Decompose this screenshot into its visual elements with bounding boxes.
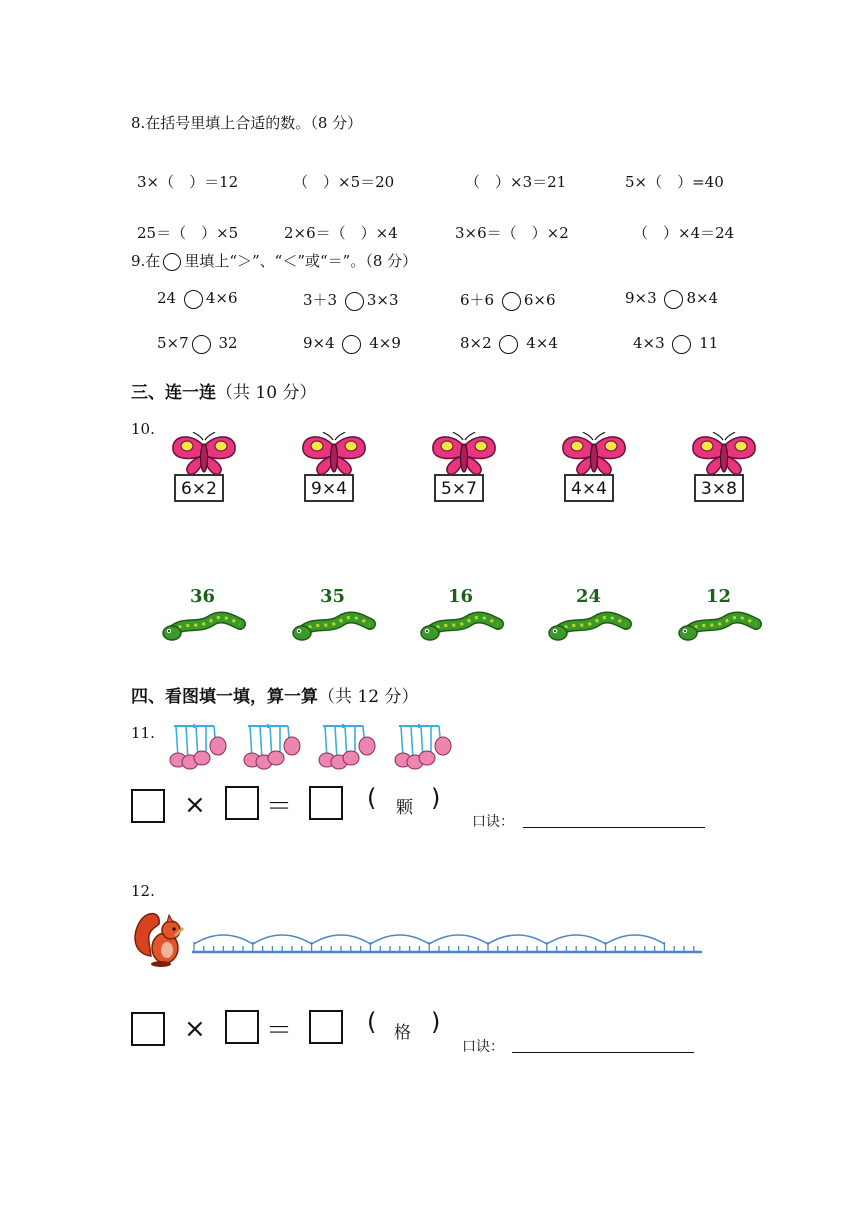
butterfly-card-4[interactable] [558,432,630,499]
caterpillar-icon [162,608,246,644]
cherry-bunch-icon [389,722,455,770]
q8-title: 8.在括号里填上合适的数。（8 分） [131,114,363,132]
multiplication-card: 6×2 [174,474,224,502]
q9-compare-1: 24 4×6 [157,289,238,307]
caterpillar-icon [292,608,376,644]
q9-compare-3: 6＋6 6×6 [460,291,556,309]
right-paren: ) [431,1008,441,1036]
cherry-bunch-icon [238,722,304,770]
q9-title-pre: 9.在 [131,252,161,270]
multiplication-card: 9×4 [304,474,354,502]
q8-item-6: 2×6＝（ ）×4 [284,224,398,242]
butterfly-card-1[interactable] [168,432,240,499]
compare-circle[interactable] [672,335,691,354]
butterfly-card-5[interactable] [688,432,760,499]
butterfly-card-3[interactable] [428,432,500,499]
compare-circle[interactable] [192,335,211,354]
caterpillar-number: 35 [320,586,346,607]
q12-number: 12. [131,882,155,900]
q9-title-post: 里填上“＞”、“＜”或“＝”。（8 分） [184,252,418,270]
koujue-answer-line[interactable] [523,827,705,828]
butterfly-icon [299,432,369,478]
q9-compare-5: 5×7 32 [157,334,238,352]
ruler-icon [190,928,704,958]
q9-title [131,250,417,271]
caterpillar-number: 16 [448,586,474,607]
caterpillar-number: 36 [190,586,216,607]
multiplication-card: 5×7 [434,474,484,502]
q9-compare-2: 3＋3 3×3 [303,291,399,309]
section-4-heading: 四、看图填一填，算一算（共 12 分） [131,687,419,707]
caterpillar-3[interactable] [420,586,510,646]
koujue-label: 口诀： [462,1039,504,1055]
caterpillar-number: 12 [706,586,732,607]
section-3-heading: 三、连一连（共 10 分） [131,383,317,403]
q8-item-3: （ ）×3＝21 [465,173,567,191]
answer-box-6[interactable] [309,1010,343,1044]
left-paren: ( [367,1008,377,1036]
q9-compare-6: 9×4 4×9 [303,334,401,352]
compare-circle[interactable] [499,335,518,354]
caterpillar-icon [420,608,504,644]
compare-circle[interactable] [184,290,203,309]
times-sign: × [184,790,206,820]
q11-number: 11. [131,724,155,742]
butterfly-icon [689,432,759,478]
answer-box-5[interactable] [225,1010,259,1044]
q8-item-8: （ ）×4＝24 [633,224,735,242]
answer-box-1[interactable] [131,789,165,823]
unit-label: 格 [394,1023,411,1043]
koujue-answer-line[interactable] [512,1052,694,1053]
butterfly-icon [169,432,239,478]
multiplication-card: 3×8 [694,474,744,502]
q8-item-5: 25＝（ ）×5 [137,224,239,242]
q8-item-1: 3×（ ）＝12 [137,173,239,191]
unit-label: 颗 [396,798,413,818]
compare-circle[interactable] [345,292,364,311]
caterpillar-2[interactable] [292,586,382,646]
answer-box-3[interactable] [309,786,343,820]
compare-circle[interactable] [664,290,683,309]
caterpillar-5[interactable] [678,586,768,646]
caterpillar-1[interactable] [162,586,252,646]
compare-circle[interactable] [502,292,521,311]
q9-compare-4: 9×3 8×4 [625,289,719,307]
butterfly-card-2[interactable] [298,432,370,499]
caterpillar-number: 24 [576,586,602,607]
q8-item-4: 5×（ ）=40 [625,173,724,191]
multiplication-card: 4×4 [564,474,614,502]
times-sign: × [184,1014,206,1044]
q10-number: 10. [131,420,155,438]
butterfly-icon [559,432,629,478]
cherry-bunch-icon [164,722,230,770]
caterpillar-4[interactable] [548,586,638,646]
answer-box-4[interactable] [131,1012,165,1046]
right-paren: ) [431,784,441,812]
equals-sign: ＝ [266,1016,293,1046]
butterfly-icon [429,432,499,478]
q9-compare-7: 8×2 4×4 [460,334,558,352]
caterpillar-icon [548,608,632,644]
left-paren: ( [367,784,377,812]
compare-circle[interactable] [342,335,361,354]
caterpillar-icon [678,608,762,644]
squirrel-icon [131,906,187,968]
equals-sign: ＝ [266,792,293,822]
koujue-label: 口诀： [472,814,514,830]
q8-item-7: 3×6＝（ ）×2 [455,224,569,242]
q8-item-2: （ ）×5＝20 [293,173,395,191]
answer-box-2[interactable] [225,786,259,820]
blank-circle-icon [163,253,181,271]
q9-compare-8: 4×3 11 [633,334,719,352]
cherry-bunch-icon [313,722,379,770]
